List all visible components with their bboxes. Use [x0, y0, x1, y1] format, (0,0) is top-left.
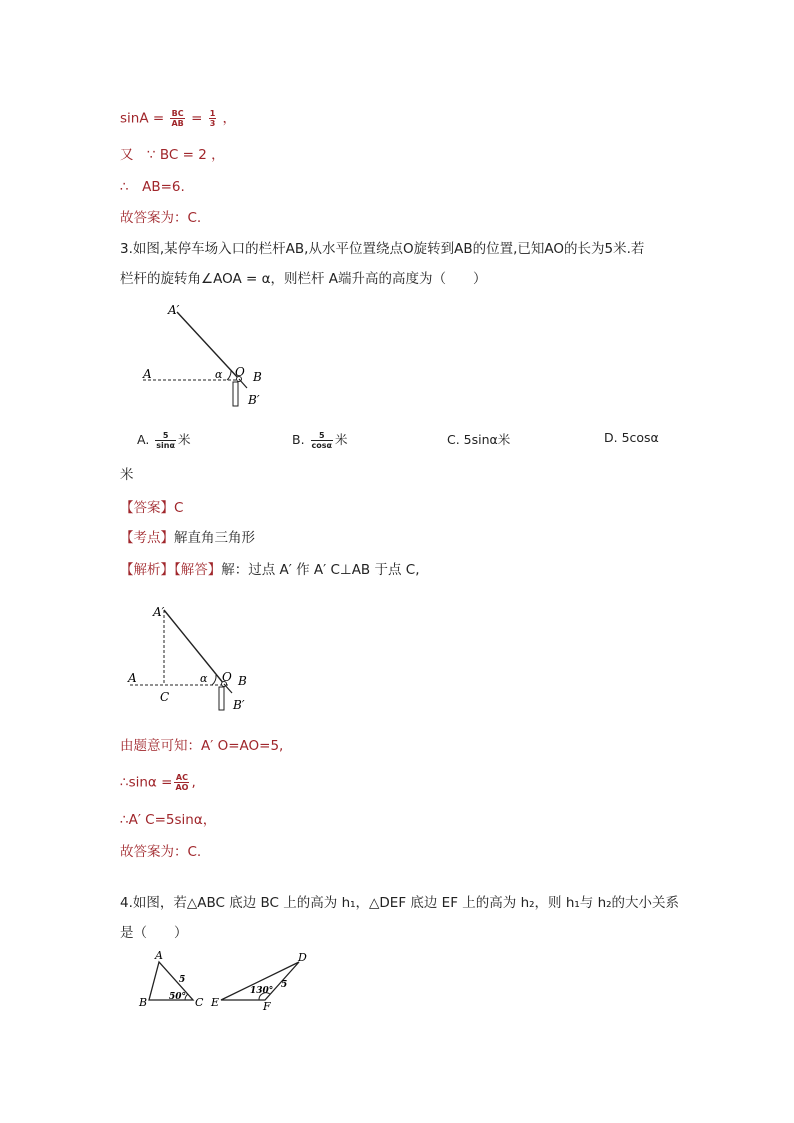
- fraction-bc-ab: $\frac{BC}{AB}$: [171, 109, 184, 128]
- label-e: E: [211, 996, 220, 1009]
- solution-step-2: ∴sinα = $\frac{AC}{AO}$ ,: [120, 773, 196, 792]
- q3-stem-line1: 3.如图,某停车场入口的栏杆AB,从水平位置绕点O旋转到AB的位置,已知AO的长为5米.若: [120, 241, 645, 257]
- option-b: B. $\frac{5}{\cos\alpha}$ 米: [292, 431, 348, 450]
- label-b-prime: B′: [233, 698, 245, 712]
- label-a: A: [155, 949, 163, 962]
- q4-stem-line1: 4.如图，若△ABC 底边 BC 上的高为 h₁，△DEF 底边 EF 上的高为 h₂，则 h₁与 h₂的大小关系: [120, 895, 680, 911]
- solution-figure: [122, 598, 262, 714]
- barrier-post: [233, 382, 238, 406]
- label-c: C: [195, 996, 204, 1009]
- label-a-prime: A′: [168, 303, 180, 317]
- label-a: A: [128, 671, 137, 685]
- label-d: D: [298, 951, 307, 964]
- answer-line-q2: 故答案为：C.: [120, 210, 202, 226]
- triangles-figure: [135, 948, 315, 1010]
- barrier-figure: [135, 298, 275, 410]
- barrier-arm: [177, 312, 239, 379]
- label-b: B: [253, 370, 262, 384]
- solution-step-1: 由题意可知：A′ O=AO=5,: [120, 738, 284, 754]
- short-arm: [239, 379, 247, 388]
- label-f: F: [263, 1000, 271, 1010]
- fraction-5-over-cosa: $\frac{5}{\cos\alpha}$: [311, 431, 333, 450]
- fraction-ac-ao: $\frac{AC}{AO}$: [175, 773, 189, 792]
- label-alpha: α: [215, 368, 223, 381]
- label-c: C: [160, 690, 170, 704]
- option-a: A. $\frac{5}{\sin\alpha}$ 米: [137, 431, 191, 450]
- label-b-prime: B′: [248, 393, 260, 407]
- label-angle-130: 130°: [250, 986, 274, 996]
- option-d-unit-wrap: 米: [120, 467, 134, 483]
- label-b: B: [238, 674, 247, 688]
- sina-line: sinA = $\frac{BC}{AB}$ = $\frac{1}{3}$ ，: [120, 109, 237, 128]
- therefore-ab-line: ∴ AB=6.: [120, 179, 185, 195]
- angle-arc: [212, 675, 216, 685]
- solution-step-3: ∴A′ C=5sinα，: [120, 812, 217, 828]
- option-d: D. 5cosα: [604, 430, 659, 445]
- label-a: A: [143, 367, 152, 381]
- label-side-5: 5: [281, 980, 288, 990]
- fraction-5-over-sina: $\frac{5}{\sin\alpha}$: [156, 431, 175, 450]
- fraction-one-third: $\frac{1}{3}$: [209, 109, 216, 128]
- given-bc-line: 又 ∵ BC = 2 ，: [120, 147, 225, 163]
- barrier-arm: [164, 610, 224, 684]
- label-b: B: [139, 996, 148, 1009]
- answer-line-q3: 故答案为：C.: [120, 844, 202, 860]
- q4-stem-line2: 是（ ）: [120, 925, 188, 941]
- label-alpha: α: [200, 672, 208, 685]
- jiexi-line: 【解析】【解答】解：过点 A′ 作 A′ C⊥AB 于点 C,: [120, 562, 420, 578]
- label-angle-50: 50°: [169, 992, 187, 1002]
- label-side-5: 5: [179, 975, 186, 985]
- angle-arc: [227, 371, 231, 380]
- kaodian-line: 【考点】解直角三角形: [120, 530, 255, 546]
- q3-stem-line2: 栏杆的旋转角∠AOA = α，则栏杆 A端升高的高度为（ ）: [120, 271, 487, 287]
- option-c: C. 5sinα米: [447, 432, 511, 447]
- label-a-prime: A′: [153, 605, 165, 619]
- answer-tag-q3: 【答案】C: [120, 500, 184, 516]
- label-o: O: [235, 365, 245, 379]
- barrier-post: [219, 687, 224, 710]
- label-o: O: [222, 670, 232, 684]
